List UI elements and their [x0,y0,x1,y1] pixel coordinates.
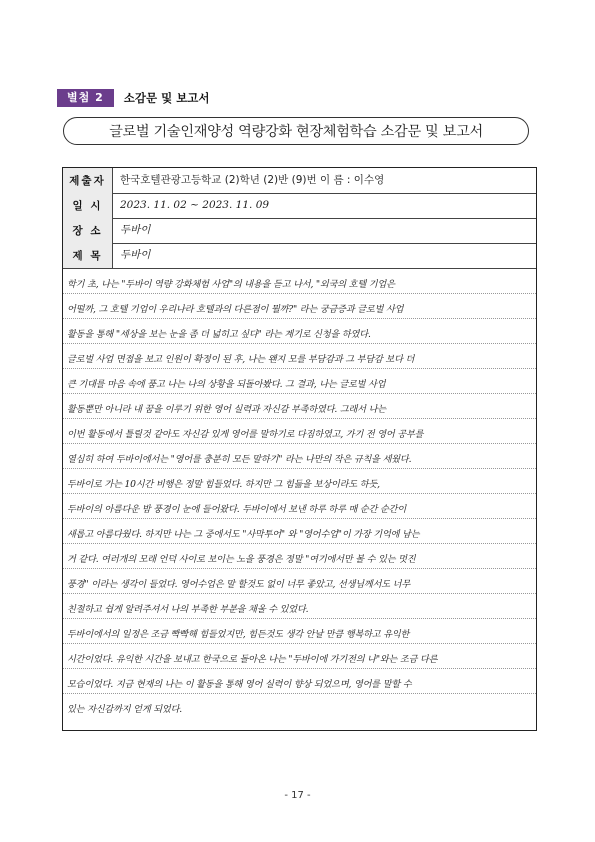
essay-line-text: 어떨까, 그 호텔 기업이 우리나라 호텔과의 다른점이 뭘까?" 라는 궁금증과 글로벌 사업 [67,304,404,315]
date-label-cell [63,193,113,218]
subject-value: 두바이 [120,249,151,261]
row-subject [63,243,536,269]
row-date [63,193,536,219]
subject-label-cell [63,243,113,268]
attachment-title: 소감문 및 보고서 [123,91,210,105]
essay-line-text: 시간이었다. 유익한 시간을 보내고 한국으로 돌아온 나는 "두바이에 가기전의 나"와는 조금 다른 [67,654,438,665]
essay-line-text: 이번 활동에서 틀릴것 같아도 자신감 있게 영어를 말하기로 다짐하였고, 가기 전 영어 공부를 [67,429,424,440]
essay-line [63,518,536,544]
essay-line [63,368,536,394]
essay-line [63,543,536,569]
essay-line [63,493,536,519]
date-value: 2023. 11. 02 ~ 2023. 11. 09 [120,199,270,211]
place-label-cell [63,218,113,243]
row-submitter [63,168,536,194]
essay-line-text: 친절하고 쉽게 알려주셔서 나의 부족한 부분을 채울 수 있었다. [67,604,309,615]
attachment-header [57,89,210,107]
essay-line [63,393,536,419]
essay-line [63,343,536,369]
essay-line [63,593,536,619]
submitter-label: 제출자 [69,175,106,187]
essay-line [63,468,536,494]
essay-line [63,443,536,469]
page-number: - 17 - [284,790,311,801]
essay-line-text: 열심히 하여 두바이에서는 "영어를 충분히 모든 말하기" 라는 나만의 작은 규칙을 세웠다. [67,454,412,465]
essay-line-text: 두바이로 가는 10시간 비행은 정말 힘들었다. 하지만 그 힘듦을 보상이라도 하듯, [67,479,380,490]
essay-line [63,618,536,644]
essay-line-text: 모습이었다. 지금 현재의 나는 이 활동을 통해 영어 실력이 향상 되었으며, 영어를 말할 수 [67,679,412,690]
essay-line-text: 글로벌 사업 면접을 보고 인원이 확정이 된 후, 나는 왠지 모를 부담감과 그 부담감 보다 더 [67,354,415,365]
essay-line [63,668,536,694]
document-title: 글로벌 기술인재양성 역량강화 현장체험학습 소감문 및 보고서 [109,124,483,140]
attachment-tag: 별첨 2 [57,89,114,107]
essay-line-text: 큰 기대를 마음 속에 품고 나는 나의 상황을 되돌아봤다. 그 결과, 나는 글로벌 사업 [67,379,386,390]
submitter-label-cell [63,168,113,193]
essay-line [63,318,536,344]
essay-line [63,693,536,718]
essay-line-text: 활동을 통해 "세상을 보는 눈을 좀 더 넓히고 싶다" 라는 계기로 신청을 하였다. [67,329,371,340]
report-form [62,167,537,731]
essay-line-text: 두바이에서의 일정은 조금 빡빡해 힘들었지만, 힘든것도 생각 안날 만큼 행복하고 유익한 [67,629,410,640]
essay-line [63,643,536,669]
place-value: 두바이 [120,224,151,236]
title-banner [63,117,529,145]
essay-line [63,568,536,594]
essay-body [63,268,536,730]
essay-line-text: 두바이의 아름다운 밤 풍경이 눈에 들어왔다. 두바이에서 보낸 하루 하루 매 순간 순간이 [67,504,406,515]
essay-line-text: 풍경" 이라는 생각이 들었다. 영어수업은 말 할것도 없이 너무 좋았고, 선생님께서도 너무 [67,579,411,590]
essay-line-text: 새롭고 아름다웠다. 하지만 나는 그 중에서도 "사막투어" 와 "영어수업"이 가장 기억에 남는 [67,529,420,540]
essay-line-text: 활동뿐만 아니라 내 꿈을 이루기 위한 영어 실력과 자신감 부족하였다. 그래서 나는 [67,404,386,415]
date-label: 일 시 [72,200,103,212]
essay-line [63,293,536,319]
essay-line [63,418,536,444]
place-label: 장 소 [72,225,103,237]
submitter-value: 한국호텔관광고등학교 (2)학년 (2)반 (9)번 이 름 : 이수영 [120,174,385,186]
essay-line-text: 학기 초, 나는 "두바이 역량 강화체험 사업"의 내용을 듣고 나서, "외국의 호텔 기업은 [67,279,395,290]
row-place [63,218,536,244]
subject-label: 제 목 [72,250,103,262]
essay-line-text: 있는 자신감까지 얻게 되었다. [67,704,182,715]
essay-line-text: 거 같다. 여러개의 모래 언덕 사이로 보이는 노을 풍경은 정말 "여기에서만 볼 수 있는 멋진 [67,554,416,565]
essay-line [63,268,536,294]
